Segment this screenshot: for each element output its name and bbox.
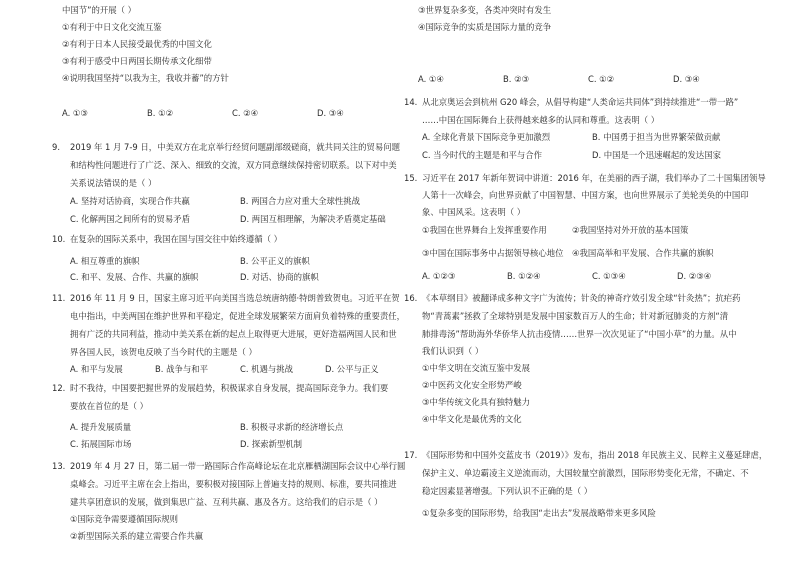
option-d[interactable]: D. ②③④ (677, 271, 712, 281)
q12-line-1: 时不我待，中国要把握世界的发展趋势，积极谋求自身发展，提高国际竞争力。我们要 (70, 383, 389, 393)
q13-statement-4: ④国际竞争的实质是国际力量的竞争 (418, 22, 552, 32)
option-c[interactable]: C. ①② (588, 74, 615, 84)
option-a[interactable]: A. ①②③ (422, 271, 456, 281)
option-a[interactable]: A. 坚持对话协商，实现合作共赢 (70, 196, 190, 206)
intro-item-2: ②有利于日本人民接受最优秀的中国文化 (62, 39, 212, 49)
option-d[interactable]: D. 公平与正义 (325, 364, 379, 374)
q15-statement-4: ④我国高举和平发展、合作共赢的旗帜 (572, 248, 714, 258)
q16-line-2: 物“青蒿素”拯救了全球特别是发展中国家数百万人的生命；针对新冠肺炎的方剂“清 (422, 311, 729, 321)
q17-line-1: 《国际形势和中国外交蓝皮书（2019）》发布，指出 2018 年民族主义、民粹主义蔓延肆虐， (422, 450, 768, 460)
q15-options (422, 270, 762, 282)
option-b[interactable]: B. 中国勇于担当为世界繁荣做贡献 (592, 132, 721, 142)
q13-statement-3: ③世界复杂多变，各类冲突时有发生 (418, 5, 552, 15)
option-c[interactable]: C. 和平、发展、合作、共赢的旗帜 (70, 272, 199, 282)
option-c[interactable]: C. 化解两国之间所有的贸易矛盾 (70, 214, 191, 224)
q15-number: 15. (404, 173, 418, 183)
option-b[interactable]: B. ①② (147, 108, 174, 118)
q11-line-1: 2016 年 11 月 9 日，国家主席习近平向美国当选总统唐纳德·特朗普致贺电。习近平在贺 (70, 293, 400, 303)
q13-line-3: 建共享团意识的发展，做到集思广益、互利共赢、惠及各方。这给我们的启示是（ ） (70, 497, 383, 507)
q14-options (422, 131, 722, 171)
q13-line-2: 桌峰会。习近平主席在会上指出，要积极对接国际上普遍支持的规则、标准，要共同推进 (70, 479, 397, 489)
q15-statements (422, 224, 722, 264)
option-d[interactable]: D. ③④ (673, 74, 700, 84)
option-a[interactable]: A. ①④ (418, 74, 444, 84)
option-a[interactable]: A. 全球化背景下国际竞争更加激烈 (422, 132, 551, 142)
option-c[interactable]: C. ①③④ (592, 271, 626, 281)
q16-line-1: 《本草纲目》被翻译成多种文字广为流传；针灸的神奇疗效引发全球“针灸热”；抗疟药 (422, 293, 741, 303)
option-c[interactable]: C. 拓展国际市场 (70, 439, 132, 449)
q15-statement-2: ②我国坚持对外开放的基本国策 (572, 225, 689, 235)
q11-line-2: 电中指出，中美两国在维护世界和平稳定，促进全球发展繁荣方面肩负着特殊的重要责任， (70, 311, 405, 321)
q12-number: 12. (52, 383, 66, 393)
option-a[interactable]: A. 相互尊重的旗帜 (70, 256, 140, 266)
right-column (404, 0, 774, 562)
q14-number: 14. (404, 97, 418, 107)
q10-line-1: 在复杂的国际关系中，我国在国与国交往中始终遵循（ ） (70, 234, 283, 244)
q14-line-2: ……中国在国际舞台上获得越来越多的认同和尊重。这表明（ ） (422, 115, 660, 125)
option-b[interactable]: B. 两国合力应对重大全球性挑战 (240, 196, 360, 206)
q15-statement-3: ③中国在国际事务中占据领导核心地位 (422, 248, 564, 258)
q13-options (418, 73, 758, 85)
q13-statement-2: ②新型国际关系的建立需要合作共赢 (70, 531, 204, 541)
q13-statement-1: ①国际竞争需要遵循国际规则 (70, 514, 179, 524)
option-c[interactable]: C. 当今时代的主题是和平与合作 (422, 150, 543, 160)
q16-statement-3: ③中华传统文化具有独特魅力 (422, 397, 531, 407)
intro-options (62, 107, 402, 119)
left-column (52, 0, 418, 562)
option-b[interactable]: B. 公平正义的旗帜 (240, 256, 310, 266)
intro-item-1: ①有利于中日文化交流互鉴 (62, 22, 162, 32)
q11-line-3: 拥有广泛的共同利益，推动中美关系在新的起点上取得更大进展，更好造福两国人民和世 (70, 329, 397, 339)
q15-statement-1: ①我国在世界舞台上发挥重要作用 (422, 225, 547, 235)
q15-line-3: 象、中国风采。这表明（ ） (422, 207, 526, 217)
q17-line-2: 保护主义、单边霸凌主义逆流而动，大国较量空前激烈，国际形势变化无常，不确定、不 (422, 468, 749, 478)
option-d[interactable]: D. 中国是一个迅速崛起的发达国家 (592, 150, 722, 160)
intro-title: 中国节”的开展（ ） (62, 5, 137, 15)
option-d[interactable]: D. 探索新型机制 (240, 439, 303, 449)
option-b[interactable]: B. 战争与和平 (155, 364, 208, 374)
q9-line-2: 和结构性问题进行了广泛、深入、细致的交流，双方同意继续保持密切联系。以下对中美 (70, 160, 397, 170)
option-b[interactable]: B. 积极寻求新的经济增长点 (240, 422, 344, 432)
option-b[interactable]: B. ②③ (503, 74, 530, 84)
intro-item-3: ③有利于感受中日两国长期传承文化细带 (62, 56, 212, 66)
q17-statement-1: ①复杂多变的国际形势，给我国“走出去”发展战略带来更多风险 (422, 508, 656, 518)
q12-line-2: 要放在首位的是（ ） (70, 401, 149, 411)
q12-options (70, 421, 370, 461)
option-b[interactable]: B. ①②④ (507, 271, 541, 281)
q13-number: 13. (52, 461, 66, 471)
q13-line-1: 2019 年 4 月 27 日，第二届一带一路国际合作高峰论坛在北京雁栖湖国际会议中心举行圆 (70, 461, 406, 471)
q17-line-3: 稳定因素显著增强。下列认识不正确的是（ ） (422, 486, 593, 496)
q9-line-1: 2019 年 1 月 7-9 日，中美双方在北京举行经贸问题副部级磋商，就共同关注的贸易问题 (70, 142, 401, 152)
q15-line-2: 人第十一次峰会，向世界贡献了中国智慧、中国方案，也向世界展示了美轮美奂的中国印 (422, 190, 749, 200)
option-c[interactable]: C. ②④ (232, 108, 259, 118)
q11-number: 11. (52, 293, 66, 303)
q9-options (70, 195, 386, 235)
q9-line-3: 关系说法错误的是（ ） (70, 178, 157, 188)
q16-statement-2: ②中医药文化安全形势严峻 (422, 380, 522, 390)
q11-line-4: 界各国人民，该贺电反映了当今时代的主题是（ ） (70, 347, 257, 357)
q16-number: 16. (404, 293, 418, 303)
q16-line-3: 肺排毒汤”帮助海外华侨华人抗击疫情……世界一次次见证了“中国小草”的力量。从中 (422, 329, 737, 339)
option-a[interactable]: A. 和平与发展 (70, 364, 123, 374)
q15-line-1: 习近平在 2017 年新年贺词中讲道：2016 年，在美丽的西子湖，我们举办了二十国集团领导 (422, 173, 766, 183)
option-a[interactable]: A. ①③ (62, 108, 88, 118)
q10-options (70, 255, 370, 295)
q16-statement-1: ①中华文明在交流互鉴中发展 (422, 363, 531, 373)
q17-number: 17. (404, 450, 418, 460)
q16-line-4: 我们认识到（ ） (422, 346, 484, 356)
q9-number: 9. (52, 142, 60, 152)
q16-statement-4: ④中华文化是最优秀的文化 (422, 414, 522, 424)
option-d[interactable]: D. 两国互相理解，为解决矛盾奠定基础 (240, 214, 386, 224)
intro-item-4: ④说明我国坚持“以我为主，我收并蓄”的方针 (62, 73, 229, 83)
option-d[interactable]: D. ③④ (317, 108, 344, 118)
option-a[interactable]: A. 提升发展质量 (70, 422, 132, 432)
option-d[interactable]: D. 对话、协商的旗帜 (240, 272, 319, 282)
q14-line-1: 从北京奥运会到杭州 G20 峰会，从倡导构建“人类命运共同体”到持续推进“一带一路” (422, 97, 739, 107)
option-c[interactable]: C. 机遇与挑战 (240, 364, 294, 374)
q11-options (70, 363, 410, 375)
q10-number: 10. (52, 234, 66, 244)
